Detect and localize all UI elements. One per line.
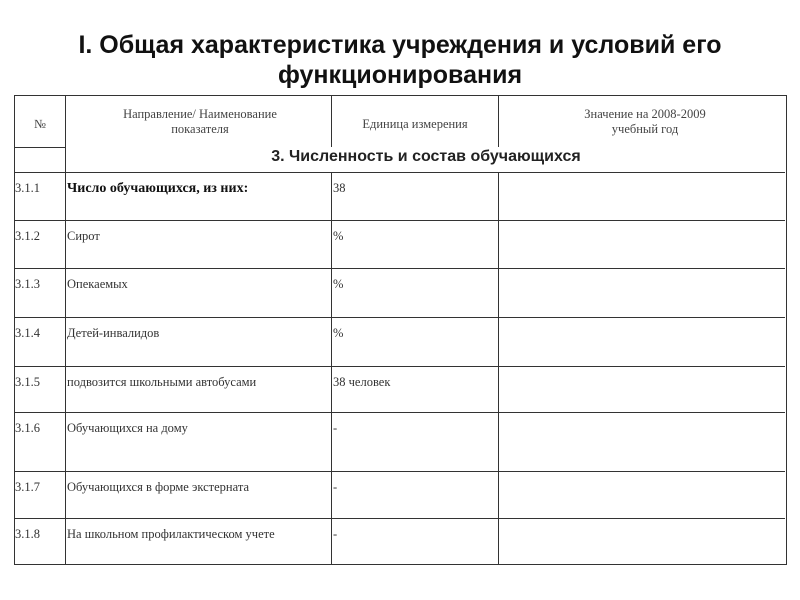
table-cell-name: Число обучающихся, из них: — [67, 181, 249, 196]
row-divider — [14, 268, 785, 269]
col-divider — [331, 172, 332, 564]
table-cell-unit: 38 — [333, 181, 346, 195]
header-value: Значение на 2008-2009 учебный год — [584, 107, 706, 136]
page-title — [0, 30, 800, 90]
table-cell-num: 3.1.1 — [15, 181, 40, 195]
row-divider — [14, 172, 785, 173]
title-line-2: функционирования — [277, 61, 523, 89]
table-cell-unit: - — [333, 527, 338, 541]
section-title: 3. Численность и состав обучающихся — [271, 148, 581, 165]
table-cell-name: Обучающихся в форме экстерната — [67, 480, 249, 494]
table-cell-unit: % — [333, 326, 344, 340]
table-cell-num: 3.1.3 — [15, 277, 40, 291]
table-cell-unit: % — [333, 277, 344, 291]
table-cell-unit: % — [333, 229, 344, 243]
table-cell-num: 3.1.2 — [15, 229, 40, 243]
table-cell-num: 3.1.4 — [15, 326, 40, 340]
table-cell-num: 3.1.5 — [15, 375, 40, 389]
table-cell-name: Детей-инвалидов — [67, 326, 160, 340]
row-divider — [14, 220, 785, 221]
table-cell-name: подвозится школьными автобусами — [67, 375, 257, 389]
col-divider — [498, 95, 499, 147]
header-num: № — [34, 117, 46, 131]
title-line-1: I. Общая характеристика учреждения и условий его — [78, 31, 722, 59]
table-cell-name: Сирот — [67, 229, 100, 243]
table-cell-unit: 38 человек — [333, 375, 391, 389]
row-divider — [14, 317, 785, 318]
header-name: Направление/ Наименование показателя — [123, 107, 277, 136]
row-divider — [14, 147, 65, 148]
header-unit: Единица измерения — [362, 117, 468, 131]
table-cell-num: 3.1.7 — [15, 480, 40, 494]
col-divider — [498, 172, 499, 564]
table-cell-name: На школьном профилактическом учете — [67, 527, 275, 541]
table-cell-name: Обучающихся на дому — [67, 421, 188, 435]
table-cell-num: 3.1.8 — [15, 527, 40, 541]
table-cell-unit: - — [333, 480, 338, 494]
row-divider — [14, 471, 785, 472]
row-divider — [14, 366, 785, 367]
table-cell-name: Опекаемых — [67, 277, 128, 291]
table-cell-unit: - — [333, 421, 338, 435]
row-divider — [14, 518, 785, 519]
table-cell-num: 3.1.6 — [15, 421, 40, 435]
row-divider — [14, 412, 785, 413]
